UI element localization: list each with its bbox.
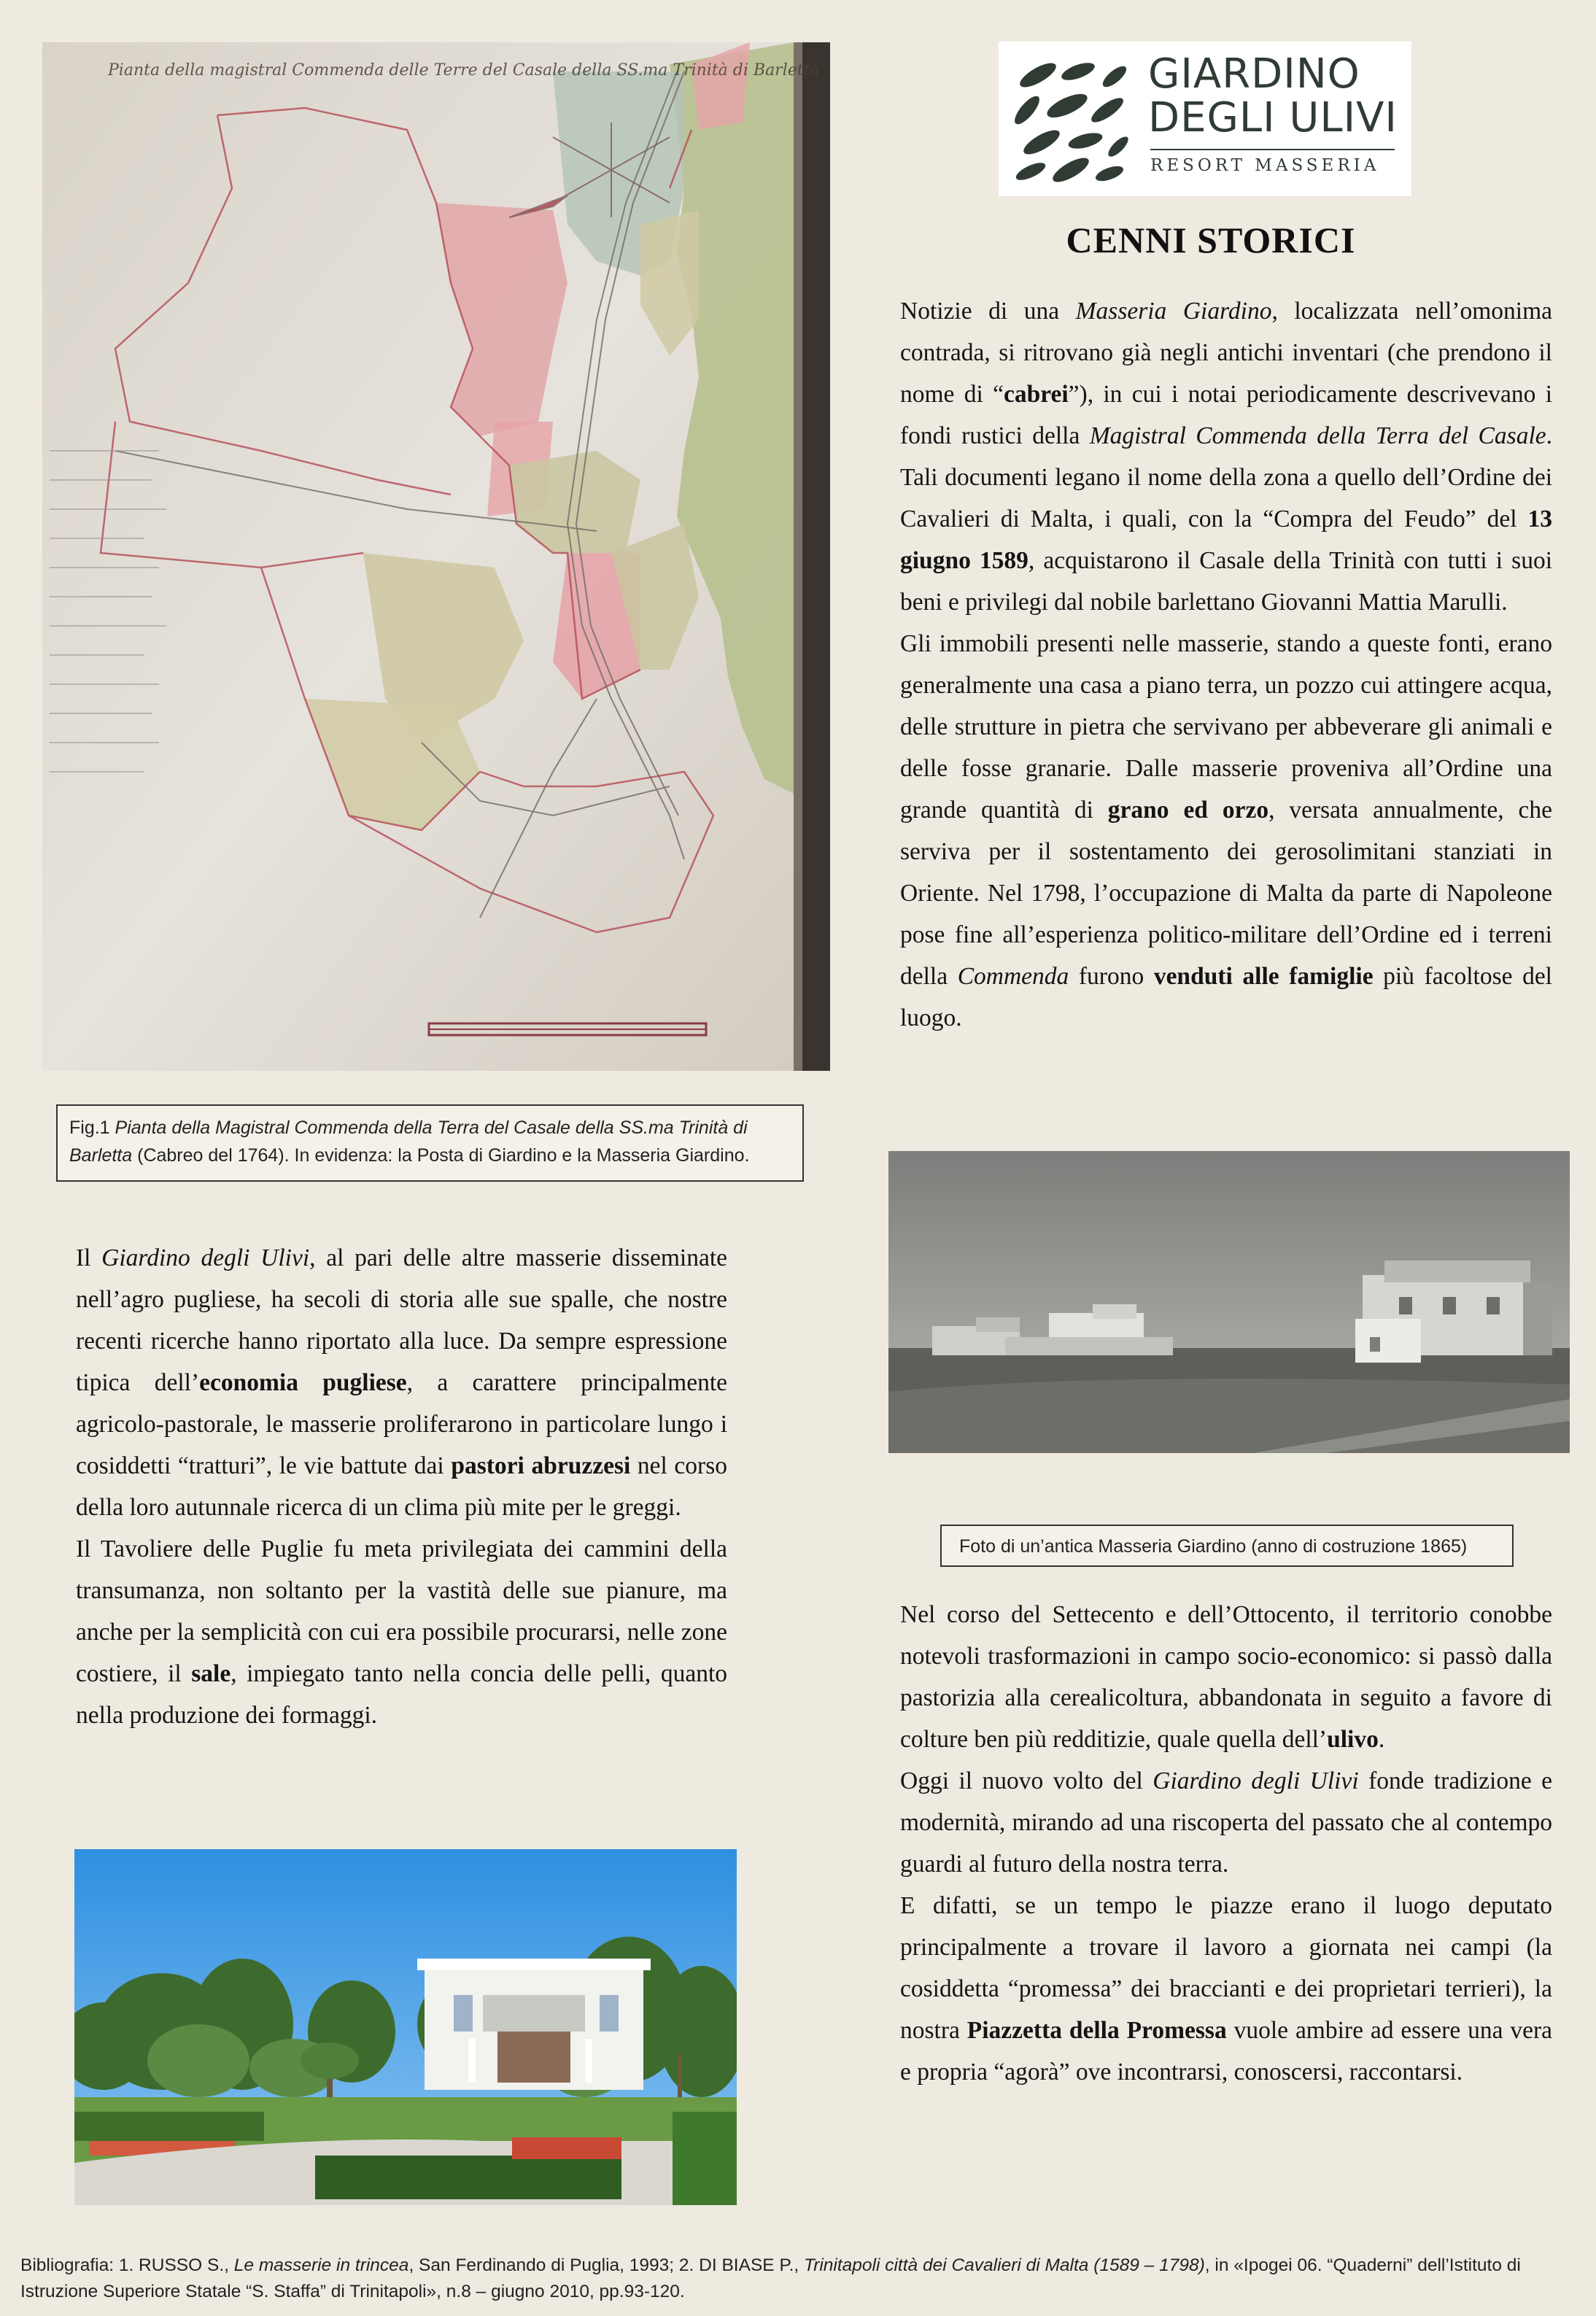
logo-line-1: GIARDINO <box>1148 50 1360 98</box>
page-title: CENNI STORICI <box>1066 220 1356 260</box>
caption-title: Pianta della Magistral Commenda della Terra del Casale della SS.ma Trinità di Barletta <box>69 1118 748 1166</box>
old-masseria-photo <box>888 1151 1570 1453</box>
caption-prefix: Fig.1 <box>69 1118 110 1138</box>
paragraph-cabrei: Notizie di una Masseria Giardino, localizzata nell’omonima contrada, si ritrovano già negli antichi inventari (che prendono il nome di “cabrei”), in cui i notai periodicamente descrivevano i fondi rustici della Magistral Commenda della Terra del Casale. Tali documenti legano il nome della zona a quello dell’Ordine dei Cavalieri di Malta, i quali, con la “Compra del Feudo” del 13 giugno 1589, acquistarono il Casale della Trinità con tutti i suoi beni e privilegi dal nobile barlettano Giovanni Mattia Marulli. <box>900 298 1553 616</box>
paragraph-piazzetta: E difatti, se un tempo le piazze erano il luogo deputato principalmente a trovare il lavoro a giornata nei campi (la cosiddetta “promessa” dei braccianti e dei proprietari terrieri), la nostra Piazzetta della Promessa vuole ambire ad essere una vera e propria “agorà” ove incontrarsi, conoscersi, raccontarsi. <box>900 1892 1553 2085</box>
resort-photo <box>74 1849 737 2205</box>
paragraph-tavoliere: Il Tavoliere delle Puglie fu meta privilegiata dei cammini della transumanza, non soltanto per la vastità delle sue pianure, ma anche per la semplicità con cui era possibile procurarsi, nelle zone costiere, il sale, impiegato tanto nella concia delle pelli, quanto nella produzione dei formaggi. <box>76 1535 727 1729</box>
history-text-right <box>900 290 1552 1039</box>
historic-map-image <box>42 42 830 1071</box>
paragraph-immobili: Gli immobili presenti nelle masserie, stando a queste fonti, erano generalmente una casa a piano terra, un pozzo cui attingere acqua, delle strutture in pietra che servivano per abbeverare gli animali e delle fosse granarie. Dalle masserie proveniva all’Ordine una grande quantità di grano ed orzo, versata annualmente, che serviva per il sostentamento dei gerosolimitani stanziati in Oriente. Nel 1798, l’occupazione di Malta da parte di Napoleone pose fine all’esperienza politico-militare dell’Ordine ed i terreni della Commenda furono venduti alle famiglie più facoltose del luogo. <box>900 630 1552 1031</box>
logo-line-3: RESORT MASSERIA <box>1150 156 1380 175</box>
map-caption <box>56 1104 804 1182</box>
map-header-text: Pianta della magistral Commenda delle Terre del Casale della SS.ma Trinità di Barletta <box>108 61 820 80</box>
logo-divider <box>1150 149 1395 150</box>
bibliography: Bibliografia: 1. RUSSO S., Le masserie in trincea, San Ferdinando di Puglia, 1993; 2. DI BIASE P., Trinitapoli città dei Cavalieri di Malta (1589 – 1798), in «Ipogei 06. “Quaderni” dell’Istituto di Istruzione Superiore Statale “S. Staffa” di Trinitapoli», n.8 – giugno 2010, pp.93-120. <box>20 2255 1521 2301</box>
paragraph-nuovo-volto: Oggi il nuovo volto del Giardino degli Ulivi fonde tradizione e modernità, mirando ad una riscoperta del passato che al contempo guardi al futuro della nostra terra. <box>900 1767 1552 1878</box>
logo-line-2: DEGLI ULIVI <box>1148 94 1398 142</box>
brand-logo <box>999 42 1411 196</box>
history-text-bottom-right <box>900 1594 1552 2093</box>
olive-leaves-icon <box>1009 53 1133 185</box>
history-text-left <box>76 1237 727 1736</box>
photo-caption: Foto di un’antica Masseria Giardino (anno di costruzione 1865) <box>940 1525 1514 1567</box>
paragraph-settecento: Nel corso del Settecento e dell’Ottocento, il territorio conobbe notevoli trasformazioni in campo socio-economico: si passò dalla pastorizia alla cerealicoltura, abbandonata in seguito a favore di colture ben più redditizie, quale quella dell’ulivo. <box>900 1601 1552 1753</box>
paragraph-giardino: Il Giardino degli Ulivi, al pari delle altre masserie disseminate nell’agro pugliese, ha secoli di storia alle sue spalle, che nostre recenti ricerche hanno riportato alla luce. Da sempre espressione tipica dell’economia pugliese, a carattere principalmente agricolo-pastorale, le masserie proliferarono in particolare lungo i cosiddetti “tratturi”, le vie battute dai pastori abruzzesi nel corso della loro autunnale ricerca di un clima più mite per le greggi. <box>76 1244 727 1521</box>
caption-rest: (Cabreo del 1764). In evidenza: la Posta di Giardino e la Masseria Giardino. <box>137 1145 750 1166</box>
